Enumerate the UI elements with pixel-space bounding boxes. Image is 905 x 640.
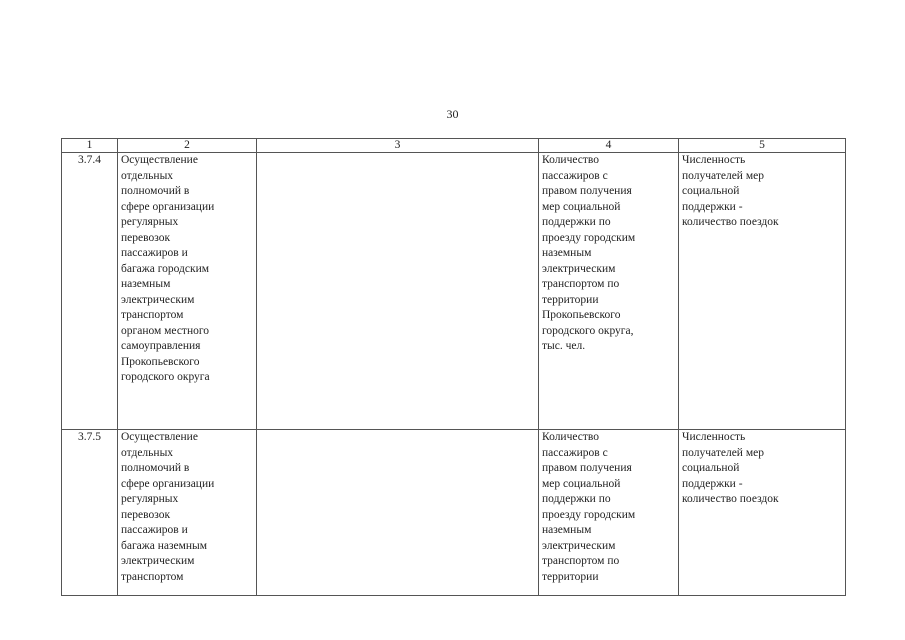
unit-line: количество поездок [682,493,779,505]
description-line: багажа городским [121,262,210,275]
description-line: перевозок [121,231,171,244]
header-row [62,139,846,153]
description-line: Прокопьевского [121,355,200,368]
description-line: регулярных [121,216,179,228]
indicator-line: пассажиров с [542,446,608,459]
description-line: отдельных [121,446,174,459]
description-line: пассажиров и [121,524,188,536]
description-line: полномочий в [121,185,190,197]
description-line: городского округа [121,371,210,383]
header-col-5: 5 [679,139,846,153]
unit-line: Численность [682,154,746,166]
row-description [118,430,257,596]
unit-line: количество поездок [682,216,779,228]
description-line: Осуществление [121,431,198,443]
indicator-line: территории [542,570,599,583]
description-line: транспортом [121,570,184,583]
description-line: самоуправления [121,340,201,352]
row-indicator [539,430,679,596]
description-line: наземным [121,278,171,290]
unit-line: социальной [682,462,740,474]
indicator-line: пассажиров с [542,169,608,182]
indicator-line: проезду городским [542,231,636,244]
row-unit [679,430,846,596]
indicator-line: проезду городским [542,508,636,521]
indicator-table [61,138,846,596]
description-line: электрическим [121,293,195,306]
row-description [118,153,257,430]
indicator-line: городского округа, [542,324,634,337]
indicator-line: транспортом по [542,278,620,290]
description-line: перевозок [121,508,171,521]
description-line: полномочий в [121,462,190,474]
unit-line: социальной [682,185,740,197]
indicator-line: Количество [542,431,599,443]
indicator-line: наземным [542,247,592,259]
indicator-line: Прокопьевского [542,309,621,321]
row-number: 3.7.5 [62,430,118,596]
row-column-3 [257,153,539,430]
unit-line: получателей мер [682,446,764,459]
indicator-line: мер социальной [542,200,621,213]
description-line: электрическим [121,555,195,567]
description-line: пассажиров и [121,247,188,259]
indicator-line: мер социальной [542,477,621,490]
unit-line: Численность [682,431,746,443]
description-line: органом местного [121,324,210,337]
indicator-line: Количество [542,154,599,166]
description-line: отдельных [121,169,174,182]
unit-line: получателей мер [682,169,764,182]
header-col-1: 1 [62,139,118,153]
indicator-line: территории [542,293,599,306]
table-row [62,430,846,596]
row-column-3 [257,430,539,596]
unit-line: поддержки - [682,477,743,490]
indicator-line: правом получения [542,462,632,474]
row-unit [679,153,846,430]
indicator-line: поддержки по [542,493,611,505]
row-number: 3.7.4 [62,153,118,430]
unit-line: поддержки - [682,200,743,213]
indicator-line: электрическим [542,262,616,275]
indicator-line: правом получения [542,185,632,197]
description-line: Осуществление [121,154,198,166]
indicator-line: тыс. чел. [542,340,586,352]
description-line: сфере организации [121,477,215,490]
page-number: 30 [446,107,459,121]
description-line: багажа наземным [121,539,208,552]
header-col-2: 2 [118,139,257,153]
header-col-4: 4 [539,139,679,153]
description-line: сфере организации [121,200,215,213]
description-line: транспортом [121,309,184,321]
table-row [62,153,846,430]
indicator-line: электрическим [542,539,616,552]
row-indicator [539,153,679,430]
description-line: регулярных [121,493,179,505]
indicator-line: поддержки по [542,216,611,228]
header-col-3: 3 [257,139,539,153]
indicator-line: наземным [542,524,592,536]
indicator-line: транспортом по [542,555,620,567]
